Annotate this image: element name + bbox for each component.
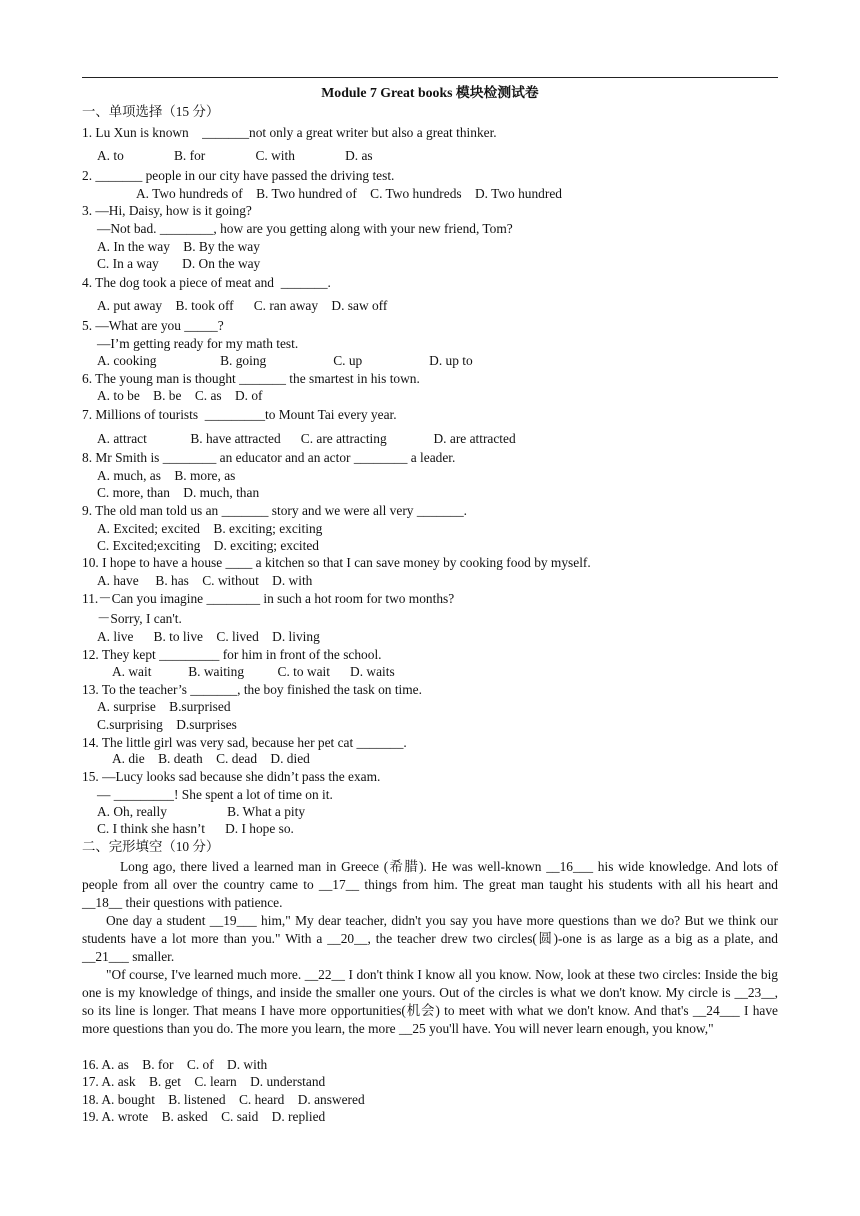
answer-options: C. Excited;exciting D. exciting; excited (97, 538, 319, 553)
question-stem: 10. I hope to have a house ____ a kitchen so that I can save money by cooking food by myself. (82, 555, 591, 570)
question-stem: 15. —Lucy looks sad because she didn’t pass the exam. (82, 769, 381, 784)
answer-options: A. live B. to live C. lived D. living (97, 629, 320, 644)
answer-options: A. die B. death C. dead D. died (112, 751, 310, 766)
cloze-options: 18. A. bought B. listened C. heard D. answered (82, 1092, 365, 1107)
question-stem: 9. The old man told us an _______ story and we were all very _______. (82, 503, 468, 518)
question-stem: 2. _______ people in our city have passed the driving test. (82, 168, 395, 183)
answer-options: A. wait B. waiting C. to wait D. waits (112, 664, 395, 679)
page-title: Module 7 Great books 模块检测试卷 (321, 85, 539, 100)
question-stem: 6. The young man is thought _______ the smartest in his town. (82, 371, 420, 386)
question-stem: 7. Millions of tourists _________to Mount Tai every year. (82, 407, 397, 422)
answer-options: A. put away B. took off C. ran away D. saw off (97, 298, 388, 313)
answer-options: A. In the way B. By the way (97, 239, 260, 254)
section-heading: 二、完形填空（10 分） (82, 839, 220, 854)
question-stem: 3. —Hi, Daisy, how is it going? (82, 203, 252, 218)
passage-paragraph: Long ago, there lived a learned man in Greece (希腊). He was well-known __16___ his wide knowledge. And lots of people from all over the country came to __17__ things from him. The great man taught his students with all his heart and __18__ their questions with patience. (82, 859, 778, 910)
question-stem: 13. To the teacher’s _______, the boy finished the task on time. (82, 682, 422, 697)
answer-options: C. more, than D. much, than (97, 485, 260, 500)
question-stem: 8. Mr Smith is ________ an educator and an actor ________ a leader. (82, 450, 456, 465)
answer-options: C. In a way D. On the way (97, 256, 261, 271)
question-stem: 4. The dog took a piece of meat and _______. (82, 275, 331, 290)
cloze-options: 19. A. wrote B. asked C. said D. replied (82, 1109, 326, 1124)
answer-options: A. surprise B.surprised (97, 699, 231, 714)
answer-options: — _________! She spent a lot of time on it. (97, 787, 333, 802)
answer-options: A. cooking B. going C. up D. up to (97, 353, 473, 368)
question-stem: 12. They kept _________ for him in front of the school. (82, 647, 382, 662)
section-heading: 一、单项选择（15 分） (82, 104, 220, 119)
answer-options: －Sorry, I can't. (97, 611, 182, 626)
header-rule (82, 77, 778, 78)
passage-paragraph: "Of course, I've learned much more. __22__ I don't think I know all you know. Now, look at these two circles: Inside the big one is my knowledge of things, and inside the smaller one yours. Out of the circles is what we don't know. My circle is __23__, so its line is longer. That means I have more opportunities(机会) to meet with what we don't know. And that's __24___ I have more questions than you do. The more you learn, the more __25 you'll have. You will never learn enough, you know," (82, 967, 778, 1036)
answer-options: A. Two hundreds of B. Two hundred of C. Two hundreds D. Two hundred (136, 186, 562, 201)
passage-paragraph: One day a student __19___ him," My dear teacher, didn't you say you have more questions than we do? But we think our students have a lot more than you." With a __20__, the teacher drew two circles(圆)-one is as large as a big as a plate, and __21___ smaller. (82, 913, 778, 964)
answer-options: A. have B. has C. without D. with (97, 573, 313, 588)
answer-options: —Not bad. ________, how are you getting along with your new friend, Tom? (97, 221, 513, 236)
cloze-options: 16. A. as B. for C. of D. with (82, 1057, 268, 1072)
answer-options: —I’m getting ready for my math test. (97, 336, 299, 351)
answer-options: A. much, as B. more, as (97, 468, 236, 483)
cloze-passage (82, 858, 778, 1038)
answer-options: C. I think she hasn’t D. I hope so. (97, 821, 294, 836)
answer-options: C.surprising D.surprises (97, 717, 237, 732)
answer-options: A. to B. for C. with D. as (97, 148, 373, 163)
question-stem: 1. Lu Xun is known _______not only a great writer but also a great thinker. (82, 125, 497, 140)
question-stem: 11.－Can you imagine ________ in such a hot room for two months? (82, 591, 455, 606)
question-stem: 14. The little girl was very sad, because her pet cat _______. (82, 735, 407, 750)
question-stem: 5. —What are you _____? (82, 318, 224, 333)
answer-options: A. to be B. be C. as D. of (97, 388, 263, 403)
answer-options: A. Oh, really B. What a pity (97, 804, 306, 819)
answer-options: A. Excited; excited B. exciting; exciting (97, 521, 323, 536)
answer-options: A. attract B. have attracted C. are attracting D. are attracted (97, 431, 516, 446)
cloze-options: 17. A. ask B. get C. learn D. understand (82, 1074, 326, 1089)
